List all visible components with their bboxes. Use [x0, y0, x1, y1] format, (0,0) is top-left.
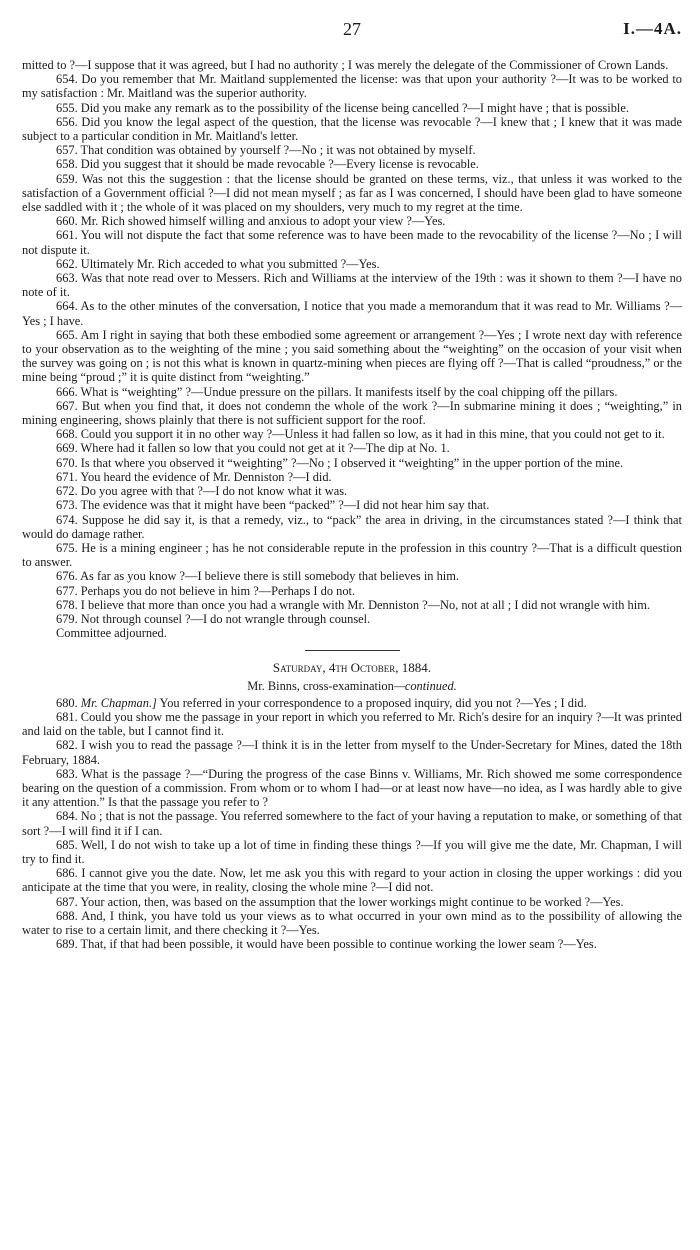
evidence-paragraph: 686. I cannot give you the date. Now, let me ask you this with regard to your action in closing the upper workings : did you anticipate at the time that you were, in reality, closing the whole mine ?—I did not.: [22, 866, 682, 895]
evidence-paragraph: 688. And, I think, you have told us your views as to what occurred in your own mind as to the possibility of allowing the water to rise to a certain limit, and there checking it ?—Yes.: [22, 908, 682, 937]
evidence-paragraph: 671. You heard the evidence of Mr. Denniston ?—I did.: [56, 469, 332, 484]
evidence-paragraph: 661. You will not dispute the fact that some reference was to have been made to the revocability of the license ?—No ; I will not dispute it.: [22, 228, 682, 257]
evidence-paragraph: 679. Not through counsel ?—I do not wrangle through counsel.: [56, 611, 371, 626]
section-divider: [305, 650, 400, 651]
evidence-paragraph: 662. Ultimately Mr. Rich acceded to what you submitted ?—Yes.: [56, 256, 380, 271]
witness-heading: [22, 679, 682, 693]
evidence-paragraph: mitted to ?—I suppose that it was agreed, but I had no authority ; I was merely the delegate of the Commissioner of Crown Lands.: [22, 58, 669, 72]
evidence-paragraph: 670. Is that where you observed it “weighting” ?—No ; I observed it “weighting” in the upper portion of the mine.: [56, 455, 624, 470]
evidence-paragraph: 659. Was not this the suggestion : that the license should be granted on these terms, viz., that unless it was worked to the satisfaction of a Government official ?—I did not mean myself ; as far as I was concerned, I should have been glad to have someone else saddled with it ; the whole of it was placed on my shoulders, very much to my regret at the time.: [22, 171, 682, 215]
evidence-paragraph: 664. As to the other minutes of the conversation, I notice that you made a memorandum that it was read to Mr. Williams ?—Yes ; I have.: [22, 299, 682, 328]
speaker-name: Mr. Chapman.]: [80, 695, 157, 710]
evidence-paragraph: 666. What is “weighting” ?—Undue pressure on the pillars. It manifests itself by the coal chipping off the pillars.: [56, 384, 618, 399]
page-header: [22, 18, 682, 58]
evidence-before: [22, 58, 682, 640]
evidence-paragraph: 669. Where had it fallen so low that you could not get at it ?—The dip at No. 1.: [56, 441, 450, 456]
evidence-paragraph: 681. Could you show me the passage in your report in which you referred to Mr. Rich's desire for an inquiry ?—It was printed and laid on the table, but I cannot find it.: [22, 709, 682, 739]
date-heading: Saturday, 4th October, 1884.: [272, 660, 432, 676]
page-reference: I.—4A.: [623, 19, 682, 38]
question-text: You referred in your correspondence to a proposed inquiry, did you not ?—Yes ; I did.: [156, 695, 587, 710]
evidence-paragraph: 687. Your action, then, was based on the assumption that the lower workings might continue to be worked ?—Yes.: [56, 894, 624, 909]
evidence-paragraph: 675. He is a mining engineer ; has he not considerable repute in the profession in this country ?—That is a difficult question to answer.: [22, 540, 682, 570]
evidence-paragraph: 654. Do you remember that Mr. Maitland supplemented the license: was that upon your authority ?—It was to be worked to my satisfaction : Mr. Maitland was the superior authority.: [22, 72, 682, 101]
evidence-paragraph: 665. Am I right in saying that both these embodied some agreement or arrangement ?—Yes ; I wrote next day with reference to your observation as to the weighting of the mine ; you said something about the “weighting” on the occasion of your visit when the survey was going on ; is not this what is known in quartz-mining when pieces are flying off ?—That is called “proudness,” or the mine being “proud ;” it is quite distinct from “weighting.”: [22, 327, 682, 385]
evidence-paragraph: 660. Mr. Rich showed himself willing and anxious to adopt your view ?—Yes.: [56, 214, 446, 229]
evidence-paragraph: 668. Could you support it in no other way ?—Unless it had fallen so low, as it had in this mine, that you could not get to it.: [56, 427, 665, 442]
evidence-paragraph: 676. As far as you know ?—I believe there is still somebody that believes in him.: [56, 569, 459, 584]
evidence-paragraph: 682. I wish you to read the passage ?—I think it is in the letter from myself to the Under-Secretary for Mines, dated the 18th February, 1884.: [22, 738, 682, 767]
evidence-paragraph: 667. But when you find that, it does not condemn the whole of the work ?—In submarine mining it does ; “weighting,” in mining engineering, shows plainly that there is not sufficient support for the roof.: [22, 398, 682, 428]
evidence-paragraph: 672. Do you agree with that ?—I do not know what it was.: [56, 484, 348, 499]
evidence-paragraph: 674. Suppose he did say it, is that a remedy, viz., to “pack” the area in driving, in the circumstances stated ?—I think that would do damage rather.: [22, 512, 682, 541]
evidence-paragraph: 678. I believe that more than once you had a wrangle with Mr. Denniston ?—No, not at all ; I did not wrangle with him.: [56, 597, 650, 612]
evidence-paragraph: 689. That, if that had been possible, it would have been possible to continue working the lower seam ?—Yes.: [56, 937, 597, 952]
evidence-paragraph: 656. Did you know the legal aspect of the question, that the license was revocable ?—I knew that ; I knew that it was made subject to a particular condition in Mr. Maitland's letter.: [22, 114, 682, 144]
evidence-paragraph: 677. Perhaps you do not believe in him ?—Perhaps I do not.: [56, 583, 356, 598]
evidence-paragraph: 684. No ; that is not the passage. You referred somewhere to the fact of your having a reputation to make, or something of that sort ?—I will find it if I can.: [22, 809, 682, 838]
witness-name: Mr. Binns, cross-examination: [247, 678, 394, 693]
evidence-paragraph: 657. That condition was obtained by yourself ?—No ; it was not obtained by myself.: [56, 143, 476, 158]
question-number: 680.: [56, 695, 78, 710]
evidence-paragraph: 663. Was that note read over to Messers. Rich and Williams at the interview of the 19th : was it shown to them ?—I have no note of it.: [22, 271, 682, 300]
witness-suffix: —continued.: [393, 678, 457, 693]
evidence-paragraph: 658. Did you suggest that it should be made revocable ?—Every license is revocable.: [56, 157, 479, 172]
evidence-paragraph: 655. Did you make any remark as to the possibility of the license being cancelled ?—I might have ; that is possible.: [56, 100, 629, 115]
question-paragraph: [22, 696, 682, 710]
evidence-paragraph: Committee adjourned.: [56, 626, 167, 641]
evidence-after: [22, 710, 682, 951]
evidence-paragraph: 673. The evidence was that it might have been “packed” ?—I did not hear him say that.: [56, 498, 490, 513]
page-number: 27: [343, 19, 361, 39]
evidence-paragraph: 683. What is the passage ?—“During the progress of the case Binns v. Williams, Mr. Rich showed me some correspondence bearing on the question of a commission. From whom or to whom I had—or at least now have—no idea, as I was hardly able to give it any attention.” Is that the passage you refer to ?: [22, 766, 682, 810]
evidence-paragraph: 685. Well, I do not wish to take up a lot of time in finding these things ?—If you will give me the date, Mr. Chapman, I will try to find it.: [22, 837, 682, 866]
